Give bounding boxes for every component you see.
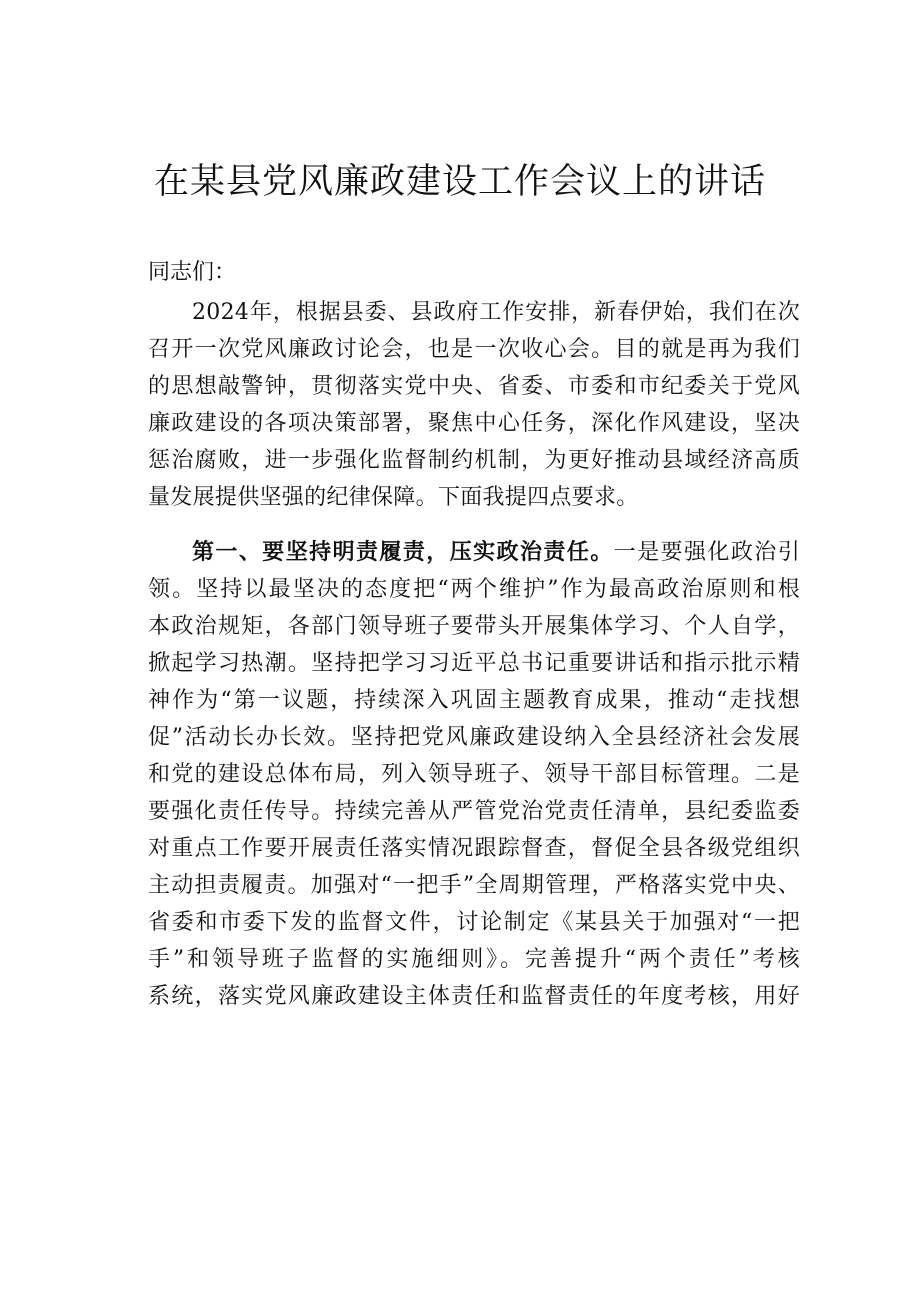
paragraph-line: 掀起学习热潮。坚持把学习习近平总书记重要讲话和指示批示精 (148, 651, 800, 676)
paragraph-line: 系统，落实党风廉政建设主体责任和监督责任的年度考核，用好 (148, 984, 800, 1009)
paragraph-line: 对重点工作要开展责任落实情况跟踪督查，督促全县各级党组织 (148, 836, 800, 861)
paragraph-line: 主动担责履责。加强对“一把手”全周期管理，严格落实党中央、 (148, 873, 800, 898)
paragraph-line: 廉政建设的各项决策部署，聚焦中心任务，深化作风建设，坚决 (148, 411, 800, 436)
paragraph-line: 本政治规矩，各部门领导班子要带头开展集体学习、个人自学， (148, 614, 800, 639)
paragraph-line: 的思想敲警钟，贯彻落实党中央、省委、市委和市纪委关于党风 (148, 374, 800, 399)
paragraph-line: 促”活动长办长效。坚持把党风廉政建设纳入全县经济社会发展 (148, 725, 800, 750)
paragraph-line: 2024年，根据县委、县政府工作安排，新春伊始，我们在次 (192, 300, 800, 325)
paragraph-line: 量发展提供坚强的纪律保障。下面我提四点要求。 (148, 485, 639, 510)
document-title: 在某县党风廉政建设工作会议上的讲话 (153, 162, 766, 202)
salutation: 同志们： (148, 260, 237, 285)
paragraph-line: 手”和领导班子监督的实施细则》。完善提升“两个责任”考核 (148, 947, 800, 972)
paragraph-line: 神作为“第一议题，持续深入巩固主题教育成果，推动“走找想 (148, 688, 800, 713)
paragraph-line: 惩治腐败，进一步强化监督制约机制，为更好推动县域经济高质 (148, 448, 800, 473)
section-heading: 第一、要坚持明责履责，压实政治责任。 (192, 539, 614, 565)
paragraph-line: 领。坚持以最坚决的态度把“两个维护”作为最高政治原则和根 (148, 577, 800, 602)
paragraph-first-requirement (148, 534, 800, 1015)
paragraph-line (148, 534, 800, 571)
paragraph-line: 省委和市委下发的监督文件，讨论制定《某县关于加强对“一把 (148, 910, 800, 935)
paragraph-line: 召开一次党风廉政讨论会，也是一次收心会。目的就是再为我们 (148, 337, 800, 362)
paragraph-line: 要强化责任传导。持续完善从严管党治党责任清单，县纪委监委 (148, 799, 800, 824)
paragraph-line: 和党的建设总体布局，列入领导班子、领导干部目标管理。二是 (148, 762, 800, 787)
document-body (148, 294, 800, 1015)
heading-line-rest: 一是要强化政治引 (613, 540, 800, 565)
paragraph-intro (148, 294, 800, 516)
